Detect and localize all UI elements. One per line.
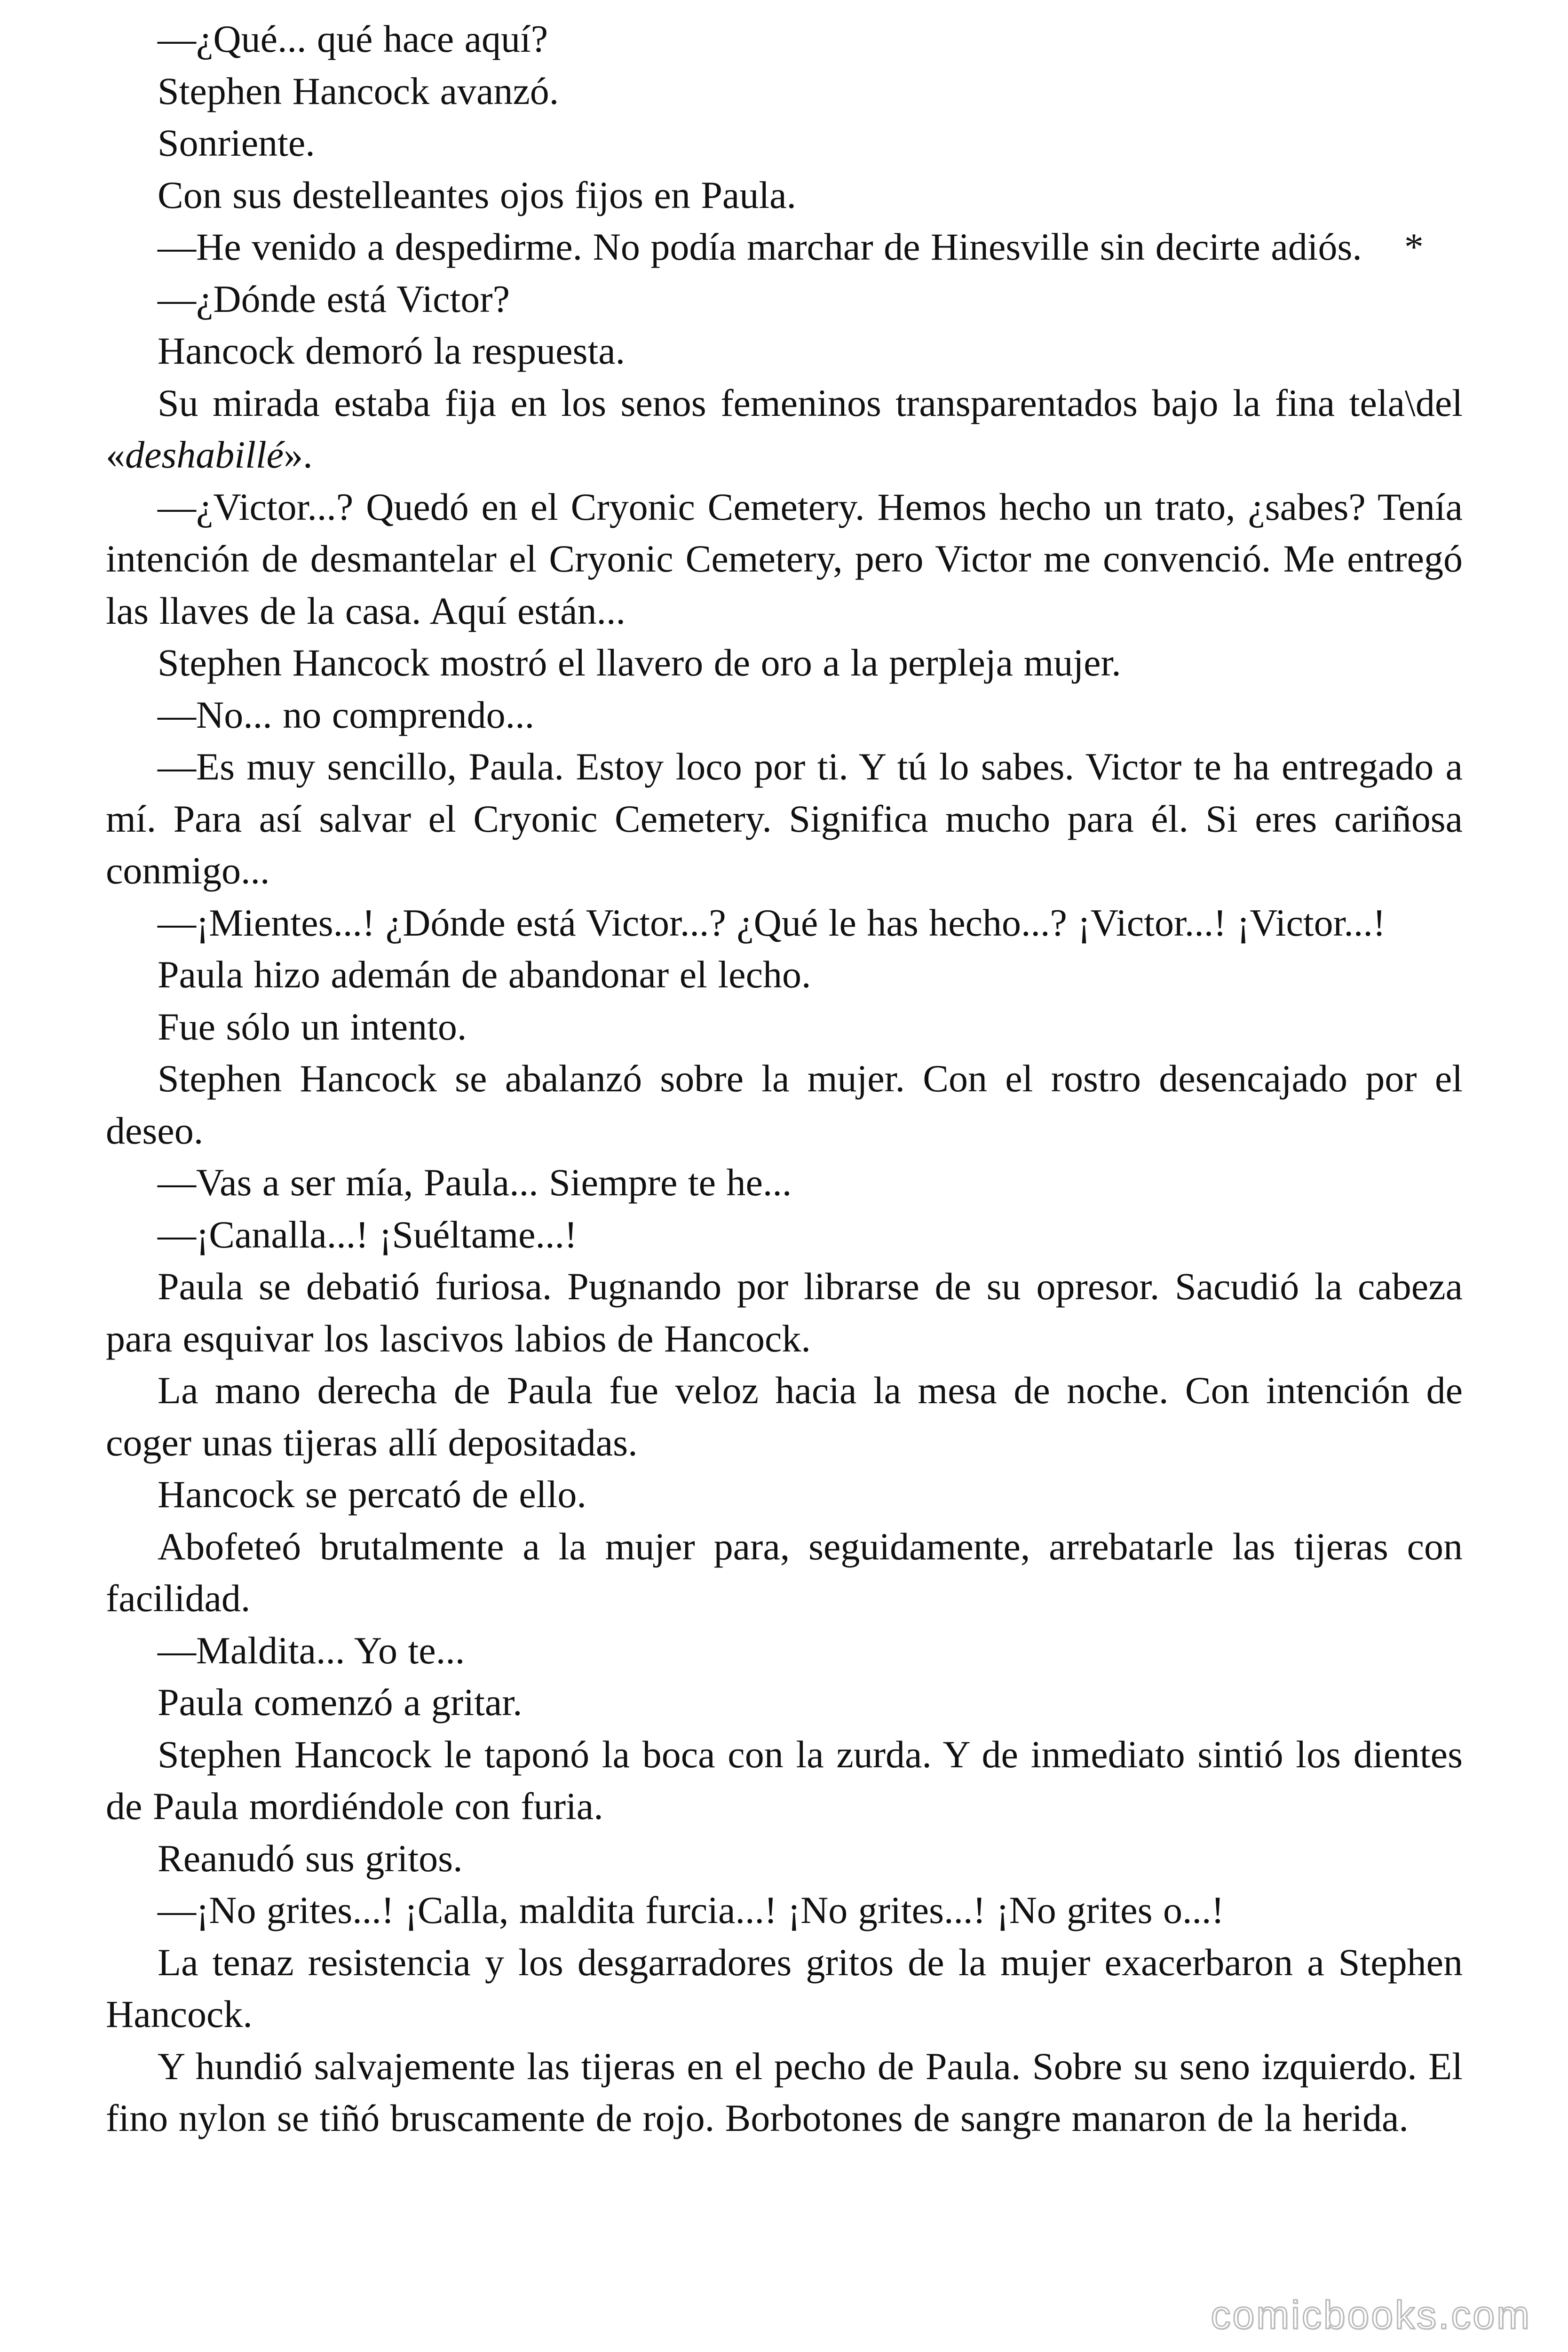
page-body (106, 13, 1463, 2145)
paragraph: Stephen Hancock le taponó la boca con la zurda. Y de inmediato sintió los dientes de Paula mordiéndole con furia. (106, 1732, 1463, 1828)
paragraph: Paula comenzó a gritar. (158, 1681, 523, 1724)
paragraph: —¿Dónde está Victor? (158, 277, 510, 320)
italic-word: deshabillé (125, 433, 284, 476)
paragraph-text: Su mirada estaba fija en los senos femeninos transparentados bajo la fina tela\del « (106, 381, 1463, 476)
paragraph: Y hundió salvajemente las tijeras en el pecho de Paula. Sobre su seno izquierdo. El fino nylon se tiñó bruscamente de rojo. Borbotones de sangre manaron de la herida. (106, 2044, 1463, 2139)
paragraph: —Maldita... Yo te... (158, 1629, 465, 1672)
paragraph: Paula hizo ademán de abandonar el lecho. (158, 953, 811, 996)
paragraph: —Es muy sencillo, Paula. Estoy loco por ti. Y tú lo sabes. Victor te ha entregado a mí. Para así salvar el Cryonic Cemetery. Significa mucho para él. Si eres cariñosa conmigo... (106, 745, 1463, 892)
paragraph: Stephen Hancock mostró el llavero de oro a la perpleja mujer. (158, 641, 1121, 684)
paragraph: Hancock se percató de ello. (158, 1473, 586, 1516)
paragraph: —¿Victor...? Quedó en el Cryonic Cemetery. Hemos hecho un trato, ¿sabes? Tenía intención de desmantelar el Cryonic Cemetery, pero Victor me convenció. Me entregó las llaves de la casa. Aquí están... (106, 485, 1463, 632)
paragraph: —He venido a despedirme. No podía marchar de Hinesville sin decirte adiós. * (158, 225, 1424, 268)
paragraph: —Vas a ser mía, Paula... Siempre te he... (158, 1161, 792, 1204)
paragraph (106, 377, 1463, 481)
paragraph: Reanudó sus gritos. (158, 1836, 463, 1880)
paragraph: Paula se debatió furiosa. Pugnando por librarse de su opresor. Sacudió la cabeza para esquivar los lascivos labios de Hancock. (106, 1265, 1463, 1360)
paragraph: Abofeteó brutalmente a la mujer para, seguidamente, arrebatarle las tijeras con facilidad. (106, 1525, 1463, 1620)
paragraph: —¿Qué... qué hace aquí? (158, 17, 548, 60)
paragraph: —No... no comprendo... (158, 693, 535, 736)
paragraph: —¡No grites...! ¡Calla, maldita furcia...! ¡No grites...! ¡No grites o...! (158, 1889, 1224, 1931)
paragraph: —¡Mientes...! ¿Dónde está Victor...? ¿Qué le has hecho...? ¡Victor...! ¡Victor...! (158, 901, 1386, 944)
paragraph: —¡Canalla...! ¡Suéltame...! (158, 1213, 578, 1256)
paragraph: Con sus destelleantes ojos fijos en Paula. (158, 173, 796, 216)
paragraph: Stephen Hancock se abalanzó sobre la mujer. Con el rostro desencajado por el deseo. (106, 1057, 1463, 1152)
paragraph: Hancock demoró la respuesta. (158, 329, 626, 372)
paragraph-text: ». (284, 433, 313, 476)
watermark: comicbooks.com (1211, 2293, 1531, 2337)
paragraph: La mano derecha de Paula fue veloz hacia la mesa de noche. Con intención de coger unas tijeras allí depositadas. (106, 1369, 1463, 1464)
paragraph: Fue sólo un intento. (158, 1005, 467, 1048)
paragraph: Sonriente. (158, 121, 315, 164)
paragraph: La tenaz resistencia y los desgarradores gritos de la mujer exacerbaron a Stephen Hancock. (106, 1940, 1463, 2035)
paragraph: Stephen Hancock avanzó. (158, 69, 559, 112)
